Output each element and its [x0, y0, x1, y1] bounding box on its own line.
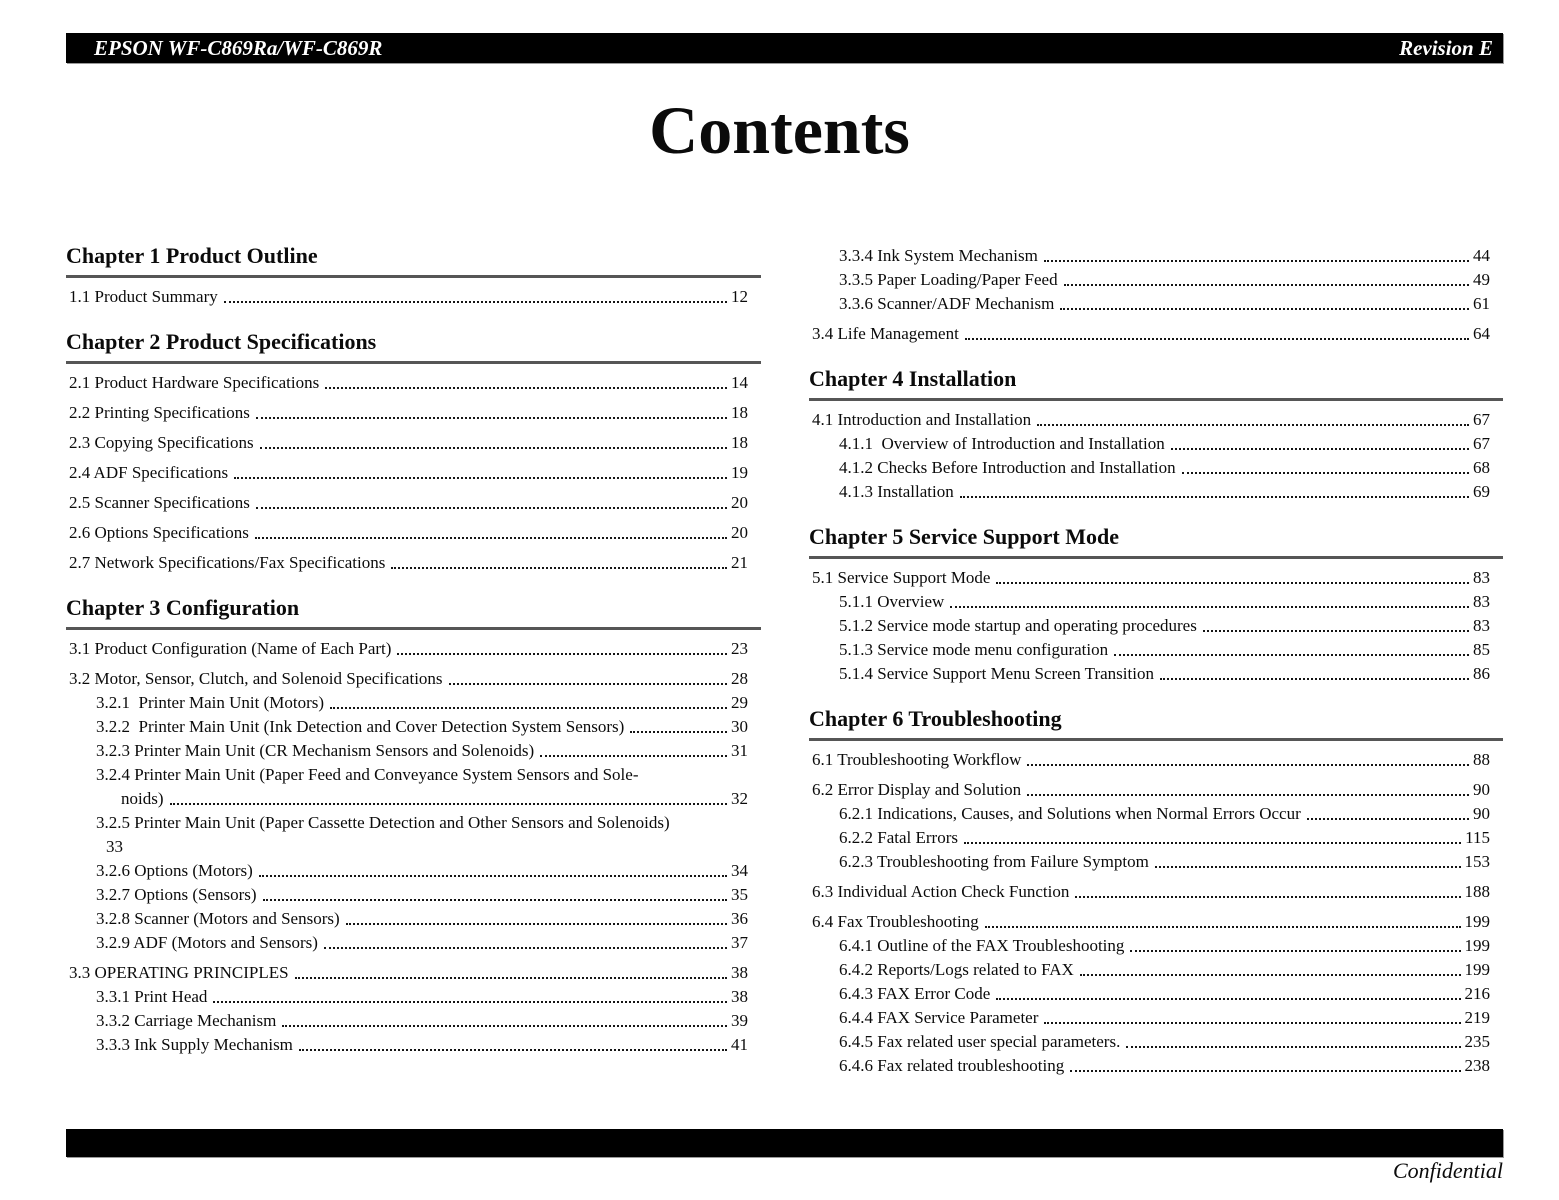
toc-page-number: 88	[1473, 750, 1490, 769]
toc-page-number: 41	[731, 1035, 748, 1054]
toc-entry-text: 4.1.3 Installation	[839, 482, 954, 501]
toc-page-number: 61	[1473, 294, 1490, 313]
chapter-heading: Chapter 5 Service Support Mode	[809, 524, 1503, 559]
toc-entry	[69, 491, 761, 514]
toc-entries	[66, 371, 761, 574]
toc-dot-leader	[1203, 630, 1469, 632]
toc-dot-leader	[1171, 448, 1469, 450]
toc-dot-leader	[1060, 308, 1469, 310]
toc-dot-leader	[960, 496, 1469, 498]
toc-entry	[69, 431, 761, 454]
toc-entry-text: 3.3 OPERATING PRINCIPLES	[69, 963, 289, 982]
toc-page-number: 44	[1473, 246, 1490, 265]
toc-page-number: 21	[731, 553, 748, 572]
toc-entry	[839, 982, 1503, 1005]
toc-entries	[809, 244, 1503, 345]
toc-entry	[812, 910, 1503, 933]
toc-entry	[69, 521, 761, 544]
toc-page-number: 153	[1464, 852, 1490, 871]
toc-entry	[96, 883, 761, 906]
toc-dot-leader	[964, 842, 1461, 844]
toc-page-number: 20	[731, 493, 748, 512]
toc-page-number: 219	[1464, 1008, 1490, 1027]
chapter-heading: Chapter 3 Configuration	[66, 595, 761, 630]
toc-entry	[96, 715, 761, 738]
toc-dot-leader	[1155, 866, 1461, 868]
toc-dot-leader	[985, 926, 1461, 928]
toc-page-number: 32	[731, 789, 748, 808]
toc-entry-text: 5.1 Service Support Mode	[812, 568, 991, 587]
toc-entry-text: 4.1 Introduction and Installation	[812, 410, 1032, 429]
toc-entry	[839, 244, 1503, 267]
toc-page-number: 35	[731, 885, 748, 904]
toc-entry-text: 6.4 Fax Troubleshooting	[812, 912, 979, 931]
toc-dot-leader	[397, 653, 727, 655]
toc-page-number: 14	[731, 373, 748, 392]
toc-dot-leader	[213, 1001, 727, 1003]
toc-dot-leader	[255, 537, 727, 539]
toc-entry	[839, 638, 1503, 661]
toc-entry-text: 3.3.1 Print Head	[96, 987, 208, 1006]
toc-page-number: 235	[1464, 1032, 1490, 1051]
header-model-label: EPSON WF-C869Ra/WF-C869R	[94, 35, 383, 60]
toc-dot-leader	[1064, 284, 1469, 286]
toc-entries	[809, 748, 1503, 1077]
toc-entry-text: 3.3.5 Paper Loading/Paper Feed	[839, 270, 1058, 289]
toc-column-right	[809, 243, 1503, 1077]
toc-page-number: 38	[731, 963, 748, 982]
toc-entry-text: 3.2.2 Printer Main Unit (Ink Detection and Cover Detection System Sensors)	[96, 717, 625, 736]
toc-entry	[812, 748, 1503, 771]
toc-dot-leader	[1307, 818, 1469, 820]
toc-page-number: 18	[731, 433, 748, 452]
toc-entry	[839, 292, 1503, 315]
toc-dot-leader	[259, 875, 727, 877]
toc-entry-text: 5.1.2 Service mode startup and operating procedures	[839, 616, 1197, 635]
toc-dot-leader	[1182, 472, 1469, 474]
toc-page-number: 115	[1465, 828, 1490, 847]
toc-entry-text: 2.7 Network Specifications/Fax Specifications	[69, 553, 386, 572]
toc-entry	[812, 778, 1503, 801]
toc-page-number: 29	[731, 693, 748, 712]
toc-entry-wrapped-line: 3.2.4 Printer Main Unit (Paper Feed and Conveyance System Sensors and Sole-	[96, 765, 639, 784]
toc-dot-leader	[1075, 896, 1460, 898]
toc-column-left	[66, 243, 761, 1056]
toc-entry	[69, 551, 761, 574]
toc-dot-leader	[282, 1025, 727, 1027]
toc-page-number: 23	[731, 639, 748, 658]
toc-entry-text: 6.4.6 Fax related troubleshooting	[839, 1056, 1065, 1075]
toc-entry-text: 6.3 Individual Action Check Function	[812, 882, 1070, 901]
toc-dot-leader	[1027, 794, 1469, 796]
toc-dot-leader	[1130, 950, 1460, 952]
toc-page-number: 64	[1473, 324, 1490, 343]
toc-entry-text: 3.3.6 Scanner/ADF Mechanism	[839, 294, 1055, 313]
page-title: Contents	[649, 92, 910, 168]
toc-entry	[69, 637, 761, 660]
toc-dot-leader	[1044, 1022, 1460, 1024]
footer-bar	[66, 1129, 1503, 1157]
toc-entry-text: 3.3.4 Ink System Mechanism	[839, 246, 1038, 265]
toc-dot-leader	[950, 606, 1469, 608]
toc-dot-leader	[1114, 654, 1469, 656]
toc-entry	[96, 1009, 761, 1032]
toc-entry-text: 4.1.2 Checks Before Introduction and Installation	[839, 458, 1176, 477]
toc-page-number: 33	[106, 837, 123, 856]
toc-entry	[812, 408, 1503, 431]
toc-page-number: 19	[731, 463, 748, 482]
toc-page-number: 199	[1464, 936, 1490, 955]
toc-page-number: 238	[1464, 1056, 1490, 1075]
toc-dot-leader	[170, 803, 728, 805]
chapter-heading: Chapter 1 Product Outline	[66, 243, 761, 278]
toc-entry-text: 3.2.7 Options (Sensors)	[96, 885, 257, 904]
toc-dot-leader	[256, 507, 727, 509]
toc-entry	[812, 322, 1503, 345]
toc-entry-text: 6.4.5 Fax related user special parameters.	[839, 1032, 1121, 1051]
toc-dot-leader	[1126, 1046, 1460, 1048]
toc-entry	[96, 907, 761, 930]
toc-entries	[66, 285, 761, 308]
chapter-heading: Chapter 4 Installation	[809, 366, 1503, 401]
toc-entry-text: 3.2.6 Options (Motors)	[96, 861, 253, 880]
toc-entry	[69, 371, 761, 394]
toc-page-number: 37	[731, 933, 748, 952]
toc-page-number: 31	[731, 741, 748, 760]
toc-page-number: 28	[731, 669, 748, 688]
toc-dot-leader	[1044, 260, 1469, 262]
toc-page-number: 83	[1473, 568, 1490, 587]
toc-entry-text: 2.4 ADF Specifications	[69, 463, 229, 482]
chapter-heading: Chapter 2 Product Specifications	[66, 329, 761, 364]
toc-entry	[121, 787, 761, 810]
toc-entry-text: 6.2 Error Display and Solution	[812, 780, 1022, 799]
toc-entry	[839, 432, 1503, 455]
toc-entry-text: 3.3.3 Ink Supply Mechanism	[96, 1035, 293, 1054]
toc-dot-leader	[540, 755, 727, 757]
toc-entry	[839, 456, 1503, 479]
toc-entry	[96, 1033, 761, 1056]
toc-entry-text: 4.1.1 Overview of Introduction and Installation	[839, 434, 1165, 453]
toc-entry-text: 6.1 Troubleshooting Workflow	[812, 750, 1022, 769]
toc-entry-text: 5.1.3 Service mode menu configuration	[839, 640, 1109, 659]
toc-page-number: 36	[731, 909, 748, 928]
toc-dot-leader	[449, 683, 727, 685]
toc-dot-leader	[256, 417, 727, 419]
toc-dot-leader	[1027, 764, 1469, 766]
toc-page-number: 18	[731, 403, 748, 422]
toc-page-number: 34	[731, 861, 748, 880]
toc-entry	[96, 859, 761, 882]
toc-entries	[809, 566, 1503, 685]
toc-dot-leader	[996, 582, 1469, 584]
toc-entry-text: 3.4 Life Management	[812, 324, 959, 343]
toc-entry-text: 3.3.2 Carriage Mechanism	[96, 1011, 277, 1030]
toc-entry	[839, 850, 1503, 873]
toc-entry-text: 2.3 Copying Specifications	[69, 433, 254, 452]
toc-page-number: 39	[731, 1011, 748, 1030]
toc-entry-text: 5.1.4 Service Support Menu Screen Transition	[839, 664, 1154, 683]
toc-entry	[839, 934, 1503, 957]
toc-dot-leader	[224, 301, 727, 303]
toc-dot-leader	[260, 447, 727, 449]
toc-dot-leader	[1037, 424, 1469, 426]
toc-dot-leader	[234, 477, 727, 479]
toc-entry	[839, 1054, 1503, 1077]
toc-page-number: 188	[1464, 882, 1490, 901]
toc-entry	[839, 268, 1503, 291]
toc-columns	[66, 243, 1503, 1077]
toc-dot-leader	[1160, 678, 1469, 680]
toc-page-number: 90	[1473, 780, 1490, 799]
toc-page-number: 67	[1473, 410, 1490, 429]
toc-entry-text: 6.4.3 FAX Error Code	[839, 984, 991, 1003]
toc-entry-text: 2.2 Printing Specifications	[69, 403, 250, 422]
toc-page-number: 38	[731, 987, 748, 1006]
toc-entry	[69, 285, 761, 308]
toc-page-number: 83	[1473, 616, 1490, 635]
toc-page-number: 20	[731, 523, 748, 542]
toc-entry-text: 3.2.1 Printer Main Unit (Motors)	[96, 693, 325, 712]
toc-entry	[96, 985, 761, 1008]
header-revision-label: Revision E	[1399, 35, 1493, 60]
toc-entry	[96, 739, 761, 762]
toc-entry-text: 6.4.2 Reports/Logs related to FAX	[839, 960, 1074, 979]
toc-entry	[839, 614, 1503, 637]
toc-entry-text: 3.2 Motor, Sensor, Clutch, and Solenoid Specifications	[69, 669, 443, 688]
toc-entry	[69, 401, 761, 424]
toc-entry	[839, 480, 1503, 503]
toc-dot-leader	[630, 731, 727, 733]
toc-entry	[69, 667, 761, 690]
toc-entries	[809, 408, 1503, 503]
toc-page-number: 199	[1464, 960, 1490, 979]
toc-page-number: 90	[1473, 804, 1490, 823]
toc-dot-leader	[996, 998, 1460, 1000]
toc-entry-text: 6.2.3 Troubleshooting from Failure Symptom	[839, 852, 1149, 871]
toc-entry	[839, 1030, 1503, 1053]
toc-dot-leader	[325, 387, 727, 389]
toc-dot-leader	[965, 338, 1469, 340]
toc-dot-leader	[1070, 1070, 1460, 1072]
toc-entry	[839, 662, 1503, 685]
toc-dot-leader	[391, 567, 727, 569]
toc-entry	[69, 961, 761, 984]
toc-entry	[96, 931, 761, 954]
toc-entries	[66, 637, 761, 1056]
toc-page-number: 83	[1473, 592, 1490, 611]
toc-page-number: 85	[1473, 640, 1490, 659]
toc-page-number: 86	[1473, 664, 1490, 683]
toc-entry	[839, 958, 1503, 981]
toc-page-number: 49	[1473, 270, 1490, 289]
toc-dot-leader	[330, 707, 727, 709]
toc-dot-leader	[346, 923, 727, 925]
toc-entry-text: 2.5 Scanner Specifications	[69, 493, 250, 512]
toc-entry-text: 1.1 Product Summary	[69, 287, 218, 306]
toc-entry	[812, 566, 1503, 589]
toc-entry-text: 6.2.2 Fatal Errors	[839, 828, 958, 847]
toc-entry	[839, 826, 1503, 849]
toc-entry	[812, 880, 1503, 903]
toc-entry-text: 6.2.1 Indications, Causes, and Solutions when Normal Errors Occur	[839, 804, 1301, 823]
toc-dot-leader	[263, 899, 727, 901]
toc-entry-text: 5.1.1 Overview	[839, 592, 945, 611]
header-bar	[66, 33, 1503, 63]
toc-entry	[96, 691, 761, 714]
toc-dot-leader	[295, 977, 727, 979]
toc-entry-text: 2.1 Product Hardware Specifications	[69, 373, 320, 392]
toc-entry-wrapped-line: 3.2.5 Printer Main Unit (Paper Cassette Detection and Other Sensors and Solenoids)	[96, 813, 670, 832]
toc-entry-text: 6.4.4 FAX Service Parameter	[839, 1008, 1039, 1027]
toc-entry-text: 3.2.8 Scanner (Motors and Sensors)	[96, 909, 340, 928]
toc-page-number: 67	[1473, 434, 1490, 453]
toc-entry-text: 2.6 Options Specifications	[69, 523, 249, 542]
toc-dot-leader	[324, 947, 727, 949]
toc-page-number: 68	[1473, 458, 1490, 477]
toc-page-number: 30	[731, 717, 748, 736]
toc-page-number: 199	[1464, 912, 1490, 931]
toc-entry	[839, 802, 1503, 825]
toc-page-number: 216	[1464, 984, 1490, 1003]
toc-page-number: 69	[1473, 482, 1490, 501]
confidential-label: Confidential	[1393, 1158, 1503, 1183]
toc-entry-text: noids)	[121, 789, 164, 808]
chapter-heading: Chapter 6 Troubleshooting	[809, 706, 1503, 741]
toc-entry	[839, 590, 1503, 613]
toc-entry	[69, 461, 761, 484]
toc-entry-text: 3.2.3 Printer Main Unit (CR Mechanism Sensors and Solenoids)	[96, 741, 535, 760]
toc-entry	[839, 1006, 1503, 1029]
toc-page-number: 12	[731, 287, 748, 306]
toc-dot-leader	[299, 1049, 727, 1051]
toc-entry-text: 6.4.1 Outline of the FAX Troubleshooting	[839, 936, 1125, 955]
toc-dot-leader	[1080, 974, 1461, 976]
toc-entry-text: 3.2.9 ADF (Motors and Sensors)	[96, 933, 318, 952]
toc-entry-text: 3.1 Product Configuration (Name of Each Part)	[69, 639, 392, 658]
